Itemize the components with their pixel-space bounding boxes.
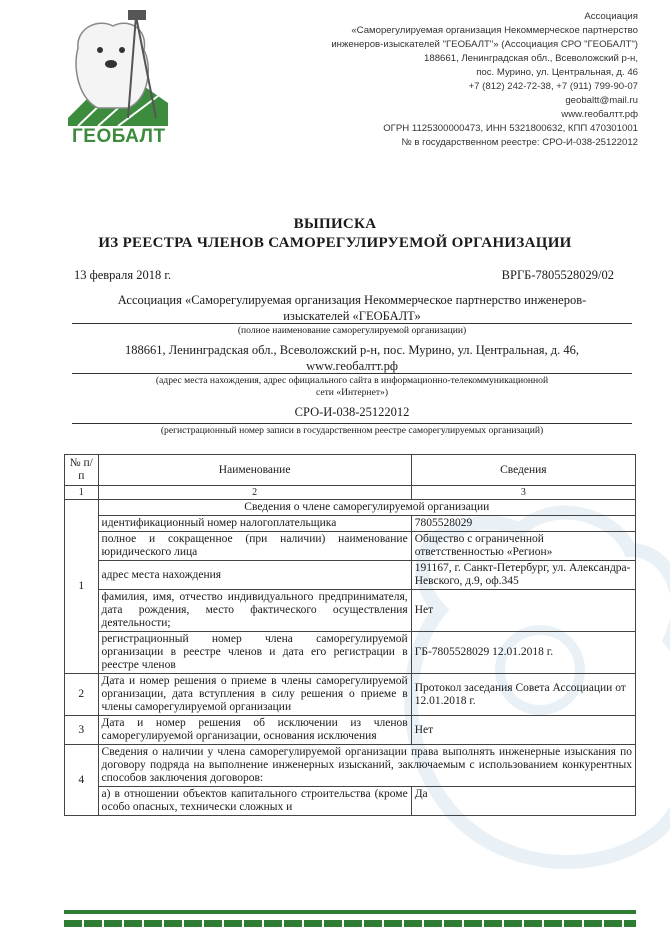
field-value: 191167, г. Санкт-Петербург, ул. Александра-Невского, д.9, оф.345	[411, 561, 635, 590]
field-name: Дата и номер решения о приеме в члены саморегулируемой организации, дата вступления в силу решения о приеме в члены саморегулируемой организации	[98, 674, 411, 716]
registry-table	[64, 454, 636, 816]
footer-bar	[64, 920, 636, 927]
field-name: Дата и номер решения об исключении из членов саморегулируемой организации, основания исключения	[98, 716, 411, 745]
table-row	[65, 532, 636, 561]
field-value: Да	[411, 787, 635, 816]
document-date: 13 февраля 2018 г.	[74, 268, 172, 282]
table-row	[65, 787, 636, 816]
org-name-line: изыскателей «ГЕОБАЛТ»	[283, 309, 421, 323]
field-value: ГБ-7805528029 12.01.2018 г.	[411, 632, 635, 674]
field-name: идентификационный номер налогоплательщика	[98, 516, 411, 532]
divider	[72, 373, 632, 374]
table-row	[65, 745, 636, 787]
org-name-caption: (полное наименование саморегулируемой организации)	[237, 325, 467, 336]
contact-line: Ассоциация	[584, 11, 638, 22]
field-name: а) в отношении объектов капитального строительства (кроме особо опасных, технически сложных и	[98, 787, 411, 816]
table-row	[65, 590, 636, 632]
contact-line: пос. Мурино, ул. Центральная, д. 46	[476, 67, 638, 78]
row-number: 4	[65, 745, 99, 816]
document-title: ВЫПИСКА	[293, 216, 377, 232]
table-row	[65, 500, 636, 516]
contact-line: +7 (812) 242-72-38, +7 (911) 799-90-07	[468, 81, 638, 92]
contact-email: geobaltt@mail.ru	[565, 95, 638, 106]
contact-line: № в государственном реестре: СРО-И-038-25122012	[401, 137, 638, 148]
org-address-line: 188661, Ленинградская обл., Всеволожский р-н, пос. Мурино, ул. Центральная, д. 46,	[125, 343, 579, 357]
col-number: 2	[98, 486, 411, 500]
divider	[72, 423, 632, 424]
col-number: 3	[411, 486, 635, 500]
document-reg-number: ВРГБ-7805528029/02	[501, 268, 614, 282]
table-row	[65, 516, 636, 532]
contact-block	[278, 10, 638, 150]
sro-caption: (регистрационный номер записи в государственном реестре саморегулируемых организаций)	[160, 425, 544, 436]
table-row	[65, 632, 636, 674]
field-value: Общество с ограниченной ответственностью «Регион»	[411, 532, 635, 561]
divider	[72, 323, 632, 324]
table-row	[65, 716, 636, 745]
field-value: 7805528029	[411, 516, 635, 532]
caption-line: (адрес места нахождения, адрес официального сайта в информационно-телекоммуникационной	[155, 375, 549, 386]
row-number: 1	[65, 500, 99, 674]
row-number: 2	[65, 674, 99, 716]
field-value: Нет	[411, 590, 635, 632]
header-name: Наименование	[98, 455, 411, 486]
field-name: адрес места нахождения	[98, 561, 411, 590]
document-subtitle: ИЗ РЕЕСТРА ЧЛЕНОВ САМОРЕГУЛИРУЕМОЙ ОРГАНИЗАЦИИ	[98, 235, 572, 251]
field-name: регистрационный номер члена саморегулируемой организации в реестре членов и дата его регистрации в реестре членов	[98, 632, 411, 674]
sro-number: СРО-И-038-25122012	[294, 405, 410, 419]
field-name: фамилия, имя, отчество индивидуального предпринимателя, дата рождения, место фактического осуществления деятельности;	[98, 590, 411, 632]
org-name-line: Ассоциация «Саморегулируемая организация Некоммерческое партнерство инженеров-	[117, 293, 587, 307]
org-address-line: www.геобалтт.рф	[306, 359, 398, 373]
row-number: 3	[65, 716, 99, 745]
field-value: Нет	[411, 716, 635, 745]
logo-text: ГЕОБАЛТ	[72, 126, 166, 147]
header-num: № п/п	[65, 455, 99, 486]
section-title: Сведения о наличии у члена саморегулируемой организации права выполнять инженерные изыскания по договору подряда на выполнение инженерных изысканий, заключаемым с использованием конкурентных способов заключения договоров:	[98, 745, 635, 787]
contact-line: 188661, Ленинградская обл., Всеволожский р-н,	[424, 53, 638, 64]
column-number-row	[65, 486, 636, 500]
caption-line: сети «Интернет»)	[315, 387, 389, 398]
table-row	[65, 561, 636, 590]
contact-line: ОГРН 1125300000473, ИНН 5321800632, КПП 470301001	[383, 123, 638, 134]
org-address-caption	[72, 375, 632, 399]
footer-bars	[64, 910, 636, 933]
section-title: Сведения о члене саморегулируемой организации	[98, 500, 635, 516]
table-header-row	[65, 455, 636, 486]
field-value: Протокол заседания Совета Ассоциации от 12.01.2018 г.	[411, 674, 635, 716]
table-row	[65, 674, 636, 716]
footer-bar	[64, 910, 636, 914]
contact-website: www.геобалтт.рф	[561, 109, 638, 120]
header-info: Сведения	[411, 455, 635, 486]
col-number: 1	[65, 486, 99, 500]
contact-line: «Саморегулируемая организация Некоммерческое партнерство	[351, 25, 638, 36]
org-address	[72, 342, 632, 374]
org-name	[72, 292, 632, 324]
field-name: полное и сокращенное (при наличии) наименование юридического лица	[98, 532, 411, 561]
contact-line: инженеров-изыскателей "ГЕОБАЛТ"» (Ассоциация СРО "ГЕОБАЛТ")	[331, 39, 638, 50]
